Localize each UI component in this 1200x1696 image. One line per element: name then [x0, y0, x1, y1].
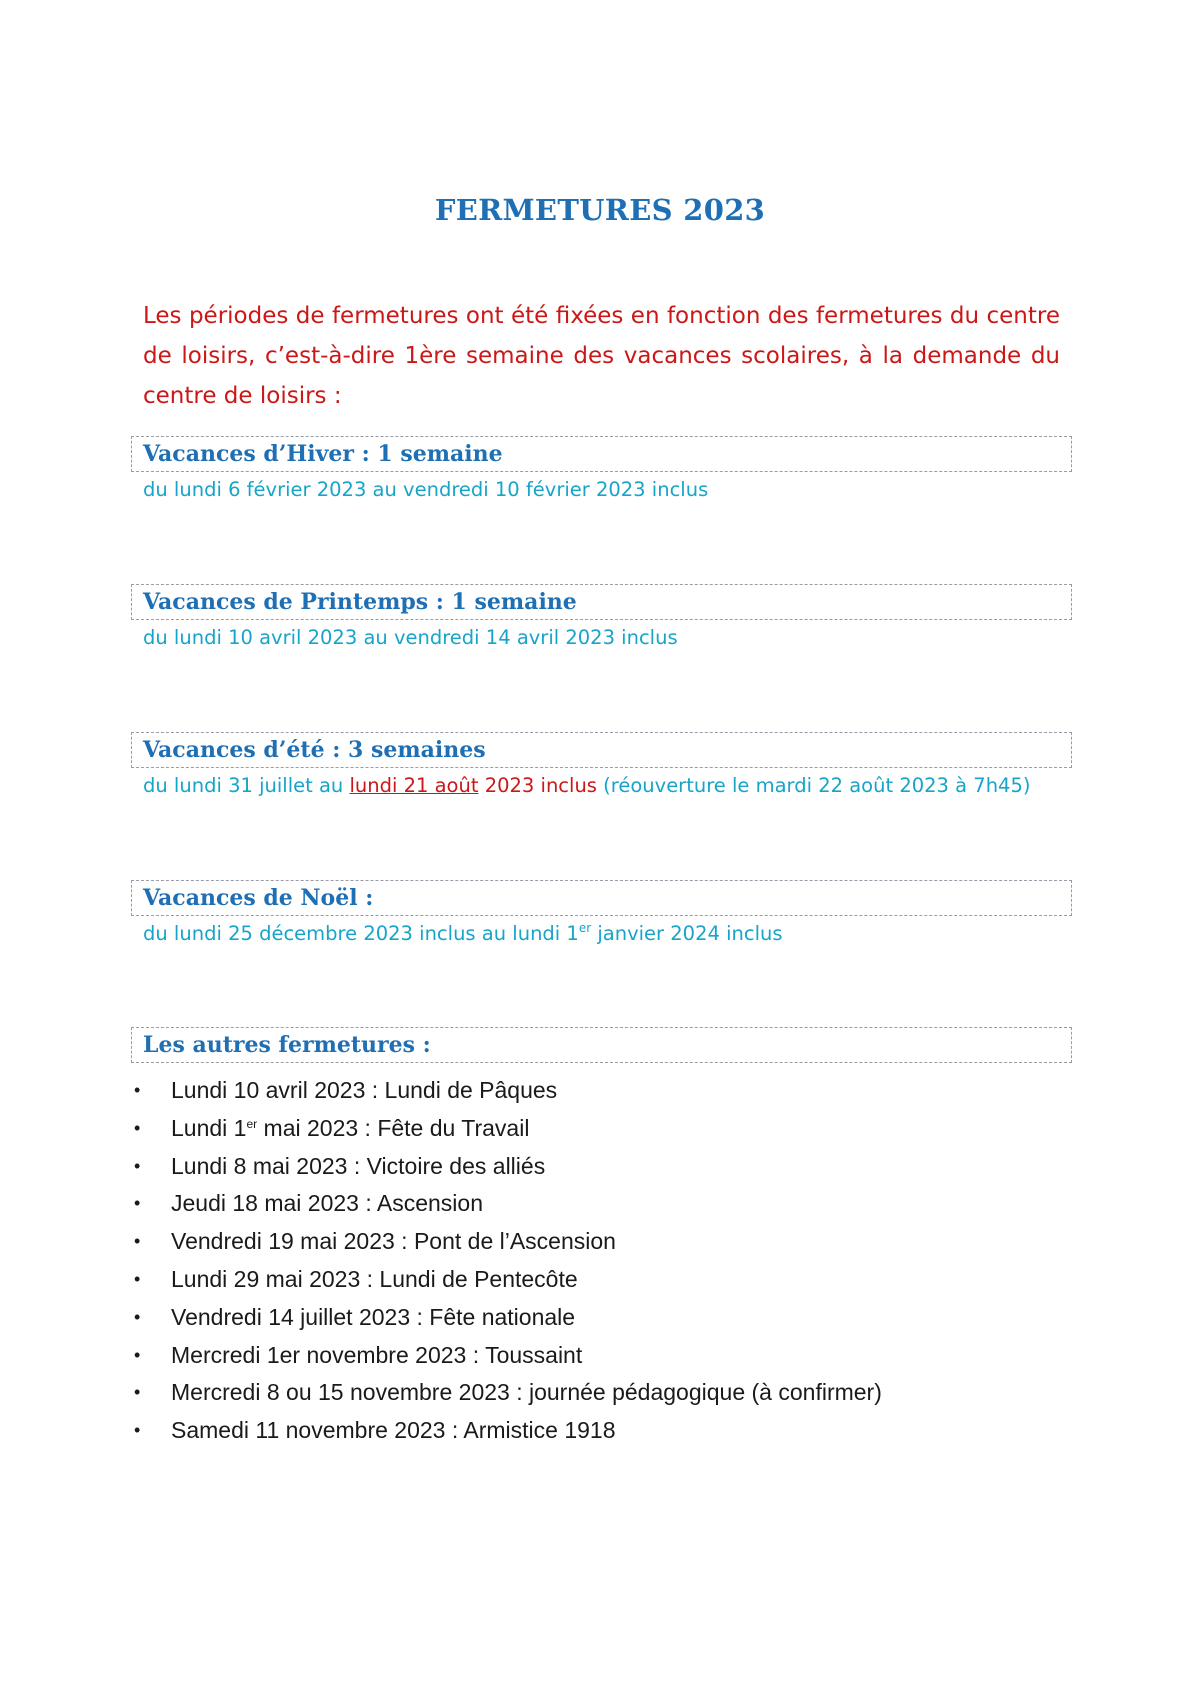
section-dates-ete [143, 771, 1030, 801]
ete-dates-start: du lundi 31 juillet au [143, 774, 350, 797]
list-item-text-sup: er [246, 1116, 258, 1131]
list-item [134, 1110, 1034, 1148]
noel-dates-sup: er [578, 921, 592, 935]
bullet-icon: • [134, 1382, 141, 1403]
bullet-icon: • [134, 1117, 141, 1138]
section-dates-noel [143, 919, 783, 949]
page-title: FERMETURES 2023 [434, 193, 766, 227]
list-item [134, 1072, 1034, 1110]
ete-end-date: lundi 21 août [349, 774, 479, 797]
bullet-icon: • [134, 1306, 141, 1327]
list-item-text: Vendredi 14 juillet 2023 : Fête nationale [171, 1303, 576, 1330]
section-dates-printemps: du lundi 10 avril 2023 au vendredi 14 avril 2023 inclus [143, 626, 678, 649]
section-heading-ete: Vacances d’été : 3 semaines [143, 737, 486, 763]
noel-dates-before: du lundi 25 décembre 2023 inclus au lundi 1 [143, 922, 579, 945]
list-item [134, 1374, 1034, 1412]
list-item [134, 1299, 1034, 1337]
bullet-icon: • [134, 1231, 141, 1252]
bullet-icon: • [134, 1268, 141, 1289]
list-item-text: Lundi 8 mai 2023 : Victoire des alliés [171, 1152, 546, 1179]
ete-end-rest: 2023 inclus [478, 774, 597, 797]
section-heading-autres: Les autres fermetures : [143, 1032, 431, 1058]
list-item-text: Vendredi 19 mai 2023 : Pont de l’Ascension [171, 1228, 616, 1255]
noel-dates-after: janvier 2024 inclus [591, 922, 783, 945]
bullet-icon: • [134, 1155, 141, 1176]
list-item [134, 1337, 1034, 1375]
list-item-text: Mercredi 1er novembre 2023 : Toussaint [171, 1341, 583, 1368]
list-item-text: Samedi 11 novembre 2023 : Armistice 1918 [171, 1417, 616, 1444]
section-heading-hiver: Vacances d’Hiver : 1 semaine [143, 441, 503, 467]
bullet-icon: • [134, 1344, 141, 1365]
list-item [134, 1261, 1034, 1299]
list-item-text: Lundi 10 avril 2023 : Lundi de Pâques [171, 1077, 558, 1103]
bullet-icon: • [134, 1193, 141, 1214]
section-heading-noel: Vacances de Noël : [143, 885, 374, 911]
section-dates-hiver: du lundi 6 février 2023 au vendredi 10 février 2023 inclus [143, 478, 709, 501]
intro-paragraph: Les périodes de fermetures ont été fixées en fonction des fermetures du centre de loisirs, c’est-à-dire 1ère semaine des vacances scolaires, à la demande du centre de loisirs : [143, 303, 1060, 409]
ete-reopening: (réouverture le mardi 22 août 2023 à 7h45) [596, 774, 1031, 797]
closures-list [134, 1072, 1034, 1450]
list-item [134, 1185, 1034, 1223]
list-item-text: Mercredi 8 ou 15 novembre 2023 : journée pédagogique (à confirmer) [171, 1379, 882, 1406]
list-item-text [171, 1110, 529, 1148]
bullet-icon: • [134, 1080, 141, 1100]
list-item [134, 1223, 1034, 1261]
list-item [134, 1148, 1034, 1186]
list-item-text-before: Lundi 1 [171, 1114, 247, 1141]
list-item-text-after: mai 2023 : Fête du Travail [257, 1114, 530, 1141]
list-item-text: Jeudi 18 mai 2023 : Ascension [171, 1190, 483, 1217]
list-item-text: Lundi 29 mai 2023 : Lundi de Pentecôte [171, 1265, 578, 1292]
bullet-icon: • [134, 1420, 141, 1441]
list-item [134, 1412, 1034, 1450]
section-heading-printemps: Vacances de Printemps : 1 semaine [143, 589, 577, 615]
